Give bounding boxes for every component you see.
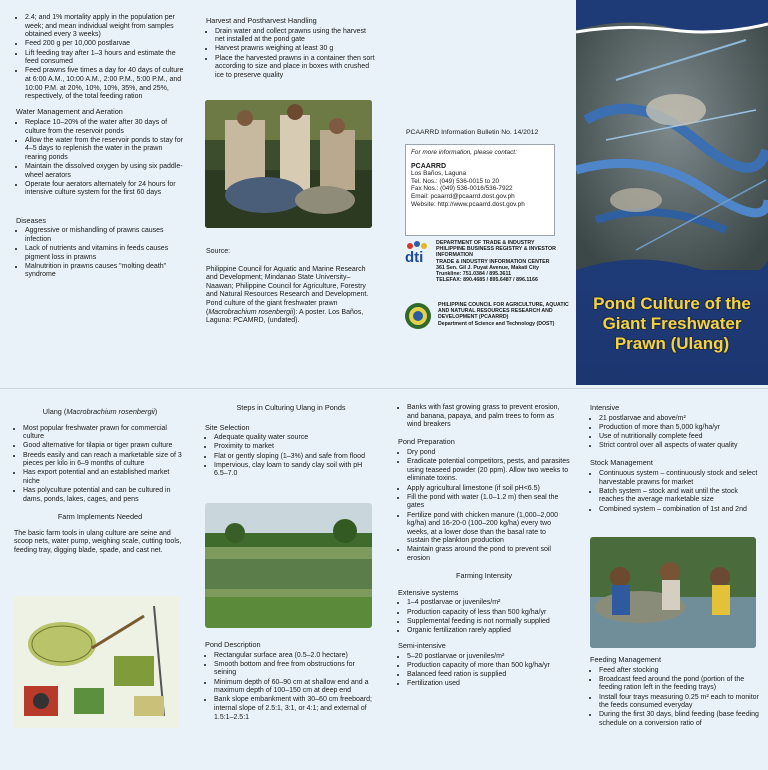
fold-divider: [0, 388, 768, 389]
pond-description-heading: Pond Description: [205, 640, 261, 649]
panel-intensive-stock: [590, 404, 762, 515]
pcaarrd-line: AND NATURAL RESOURCES RESEARCH AND: [438, 308, 553, 315]
list-item: • Adequate quality water source: [214, 434, 377, 443]
list-item: • Broadcast feed around the pond (portion of the feeding ration left in the feeding trays): [599, 676, 762, 693]
feeding-management-list: [590, 667, 762, 729]
list-item: • Lift feeding tray after 1–3 hours and estimate the feed consumed: [25, 50, 186, 67]
contact-line: Fax Nos.: (049) 536-0016/536-7922: [411, 185, 513, 193]
dti-line: TELEFAX: 890.4685 / 895.6487 / 896.1166: [436, 277, 538, 284]
list-item: • Rectangular surface area (0.5–2.0 hectare): [214, 652, 377, 661]
pond-photo: [205, 503, 372, 628]
semi-intensive-list: [398, 653, 570, 689]
dti-line: PHILIPPINE BUSINESS REGISTRY & INVESTOR INFORMATION: [436, 246, 556, 259]
cover-title-line-3: Prawn (Ulang): [614, 334, 730, 353]
list-item: • Has polyculture potential and can be cultured in dams, ponds, lakes, cages, and pens: [23, 487, 186, 504]
stock-management-list: [590, 470, 762, 514]
extensive-heading: Extensive systems: [398, 587, 459, 597]
source-species: Macrobrachium rosenbergii: [208, 308, 294, 316]
diseases-heading: Diseases: [16, 215, 47, 225]
list-item: • Batch system – stock and wait until the stock reaches the average marketable size: [599, 488, 762, 505]
pcaarrd-line: Department of Science and Technology (DOST): [438, 320, 555, 327]
list-item: • Supplemental feeding is not normally supplied: [407, 618, 570, 627]
list-item: • Most popular freshwater prawn for commercial culture: [23, 425, 186, 442]
diseases-list: [16, 227, 186, 280]
list-item: • Production capacity of more than 500 kg/ha/yr: [407, 662, 570, 671]
harvest-heading: Harvest and Postharvest Handling: [206, 16, 317, 25]
list-item: • Use of nutritionally complete feed: [599, 433, 762, 442]
list-item: • During the first 30 days, blind feeding (base feeding schedule on a conversion ratio of: [599, 711, 762, 728]
dti-line: DEPARTMENT OF TRADE & INDUSTRY: [436, 240, 535, 246]
source-label: Source:: [206, 248, 231, 255]
ulang-list: [14, 425, 186, 505]
ulang-heading: [14, 408, 186, 417]
list-item: • Fill the pond with water (1.0–1.2 m) then seal the gates: [407, 494, 570, 511]
list-item: • Fertilize pond with chicken manure (1,000–2,000 kg/ha) and 16-20-0 (100–200 kg/ha) every two weeks, at a lower dose than the basal rate to sustain the plankton production: [407, 512, 570, 546]
list-item: • 2.4; and 1% mortality apply in the population per week; and mean individual weight from samples obtained every 3 weeks): [25, 14, 186, 40]
list-item: • Maintain the dissolved oxygen by using six paddle-wheel aerators: [25, 163, 186, 180]
pond-preparation-list: [398, 449, 570, 564]
cover-title-line-2: Giant Freshwater: [602, 314, 742, 333]
list-item: • 1–4 postlarvae or juveniles/m²: [407, 599, 570, 608]
front-cover: [576, 0, 768, 385]
cover-wave-decoration: [576, 0, 768, 60]
list-item: • Production of more than 5,000 kg/ha/yr: [599, 424, 762, 433]
list-item: • Combined system – combination of 1st and 2nd: [599, 506, 762, 515]
pcaarrd-logo-block: [404, 302, 570, 330]
ulang-heading-b: ): [154, 407, 158, 416]
contact-box: [405, 144, 555, 236]
list-item: • Install four trays measuring 0.25 m² each to monitor the feeds consumed everyday: [599, 694, 762, 711]
pond-preparation-heading: Pond Preparation: [398, 437, 455, 447]
harvest-sorting-photo: [205, 100, 372, 228]
source-block: [206, 248, 376, 326]
pcaarrd-line: PHILIPPINE COUNCIL FOR AGRICULTURE, AQUATIC: [438, 302, 569, 308]
list-item: • Strict control over all aspects of water quality: [599, 442, 762, 451]
dti-address: [436, 240, 564, 283]
list-item: • Breeds easily and can reach a marketable size of 3 pieces per kilo in 6–9 months of culture: [23, 452, 186, 469]
dti-line: TRADE & INDUSTRY INFORMATION CENTER: [436, 258, 550, 265]
contact-intro: For more information, please contact:: [411, 149, 517, 156]
list-item: • Minimum depth of 60–90 cm at shallow end and a maximum depth of 100–150 cm at deep end: [214, 679, 377, 696]
contact-line: Los Baños, Laguna: [411, 170, 467, 178]
site-selection-heading: Site Selection: [205, 422, 250, 432]
harvest-workers-photo: [590, 537, 756, 648]
list-item: • 21 postlarvae and above/m²: [599, 415, 762, 424]
list-item: • Maintain grass around the pond to prevent soil erosion: [407, 546, 570, 563]
farm-tools-photo: [14, 596, 180, 728]
ulang-heading-species: Macrobrachium rosenbergii: [66, 407, 155, 416]
list-item: • Drain water and collect prawns using the harvest net installed at the pond gate: [215, 28, 376, 45]
list-item: • 5–20 postlarvae or juveniles/m²: [407, 653, 570, 662]
list-item: • Fertilization used: [407, 680, 570, 689]
cover-title-line-1: Pond Culture of the: [593, 294, 751, 313]
list-item: • Good alternative for tilapia or tiger prawn culture: [23, 442, 186, 451]
farm-implements-text: The basic farm tools in ulang culture are seine and scoop nets, water pump, weighing scale, cutting tools, feeding tray, digging blade, spade, and cast net.: [14, 529, 182, 554]
source-text-b: ): A poster. Los Baños, Laguna: PCAMRD, (undated).: [206, 308, 364, 325]
list-item: • Impervious, clay loam to sandy clay soil with pH 6.5–7.0: [214, 462, 377, 479]
panel-harvest-source: [206, 17, 376, 81]
contact-lines: [411, 170, 549, 208]
panel-feeding-water-diseases: [16, 14, 186, 281]
list-item: • Continuous system – continuously stock and select harvestable prawns for market: [599, 470, 762, 487]
list-item: • Feed prawns five times a day for 40 days of culture at 6:00 A.M., 10:00 A.M., 2:00 P.M., 5:00 P.M., and 10:00 P.M. at 20%, 10%, 10%, 35%, and 25%, respectively, of the total feeding ration: [25, 67, 186, 101]
list-item: • Smooth bottom and free from obstructions for seining: [214, 661, 377, 678]
list-item: • Organic fertilization rarely applied: [407, 627, 570, 636]
feeding-management-heading: Feeding Management: [590, 655, 661, 664]
pcaarrd-line: DEVELOPMENT (PCAARRD): [438, 314, 509, 321]
list-item: • Has export potential and an established market niche: [23, 469, 186, 486]
contact-org: PCAARRD: [411, 162, 446, 170]
panel-steps: [205, 404, 377, 480]
harvest-list: [206, 28, 376, 81]
water-management-list: [16, 119, 186, 198]
pcaarrd-name: [438, 302, 569, 327]
source-text-a: Philippine Council for Aquatic and Marine Research and Development; Mindanao State University–Naawan; Philippine Council for Agriculture, Forestry and Natural Resources Research and Development. Pond culture of the giant freshwater prawn (: [206, 265, 369, 316]
list-item: • Apply agricultural limestone (if soil pH<6.5): [407, 485, 570, 494]
list-item: • Allow the water from the reservoir ponds to stay for 4–5 days to replenish the water in the prawn rearing ponds: [25, 137, 186, 163]
contact-line: Website: http://www.pcaarrd.dost.gov.ph: [411, 200, 525, 208]
dti-line: Trunkline: 751.0384 / 895.3611: [436, 271, 512, 278]
bulletin-number: PCAARRD Information Bulletin No. 14/2012: [406, 129, 539, 136]
list-item: • Feed after stocking: [599, 667, 762, 676]
list-item: • Eradicate potential competitors, pests, and parasites using teaseed powder (20 ppm). Allow two weeks to eliminate toxins.: [407, 458, 570, 484]
list-item: • Balanced feed ration is supplied: [407, 671, 570, 680]
panel-ulang-intro: [14, 408, 186, 555]
list-item: • Proximity to market: [214, 443, 377, 452]
feeding-list: [16, 14, 186, 102]
site-selection-list: [205, 434, 377, 479]
list-item: • Bank slope embankment with 30–60 cm freeboard; internal slope of 2.5:1, 3:1, or 4:1; and external of 1.5:1–2.5:1: [214, 696, 377, 722]
farming-intensity-heading: Farming Intensity: [456, 571, 512, 581]
contact-line: Email: pcaarrd@pcaarrd.dost.gov.ph: [411, 192, 515, 200]
list-item: • Replace 10–20% of the water after 30 days of culture from the reservoir ponds: [25, 119, 186, 136]
list-item: • Operate four aerators alternately for 24 hours for intensive culture system for the first 60 days: [25, 181, 186, 198]
intensive-heading: Intensive: [590, 403, 620, 412]
farm-implements-heading: Farm Implements Needed: [57, 511, 143, 521]
list-item: • Flat or gently sloping (1–3%) and safe from flood: [214, 453, 377, 462]
contact-line: Tel. Nos.: (049) 536-0015 to 20: [411, 177, 500, 185]
ulang-heading-a: Ulang (: [42, 407, 67, 416]
source-citation: [206, 266, 376, 326]
dti-logo-text: dti: [405, 249, 424, 266]
extensive-list: [398, 599, 570, 635]
list-item: • Feed 200 g per 10,000 postlarvae: [25, 40, 186, 49]
dti-logo-block: [404, 240, 564, 283]
dti-line: 361 Sen. Gil J. Puyat Avenue, Makati City: [436, 264, 539, 271]
list-item: • Place the harvested prawns in a container then sort according to size and place in boxes with crushed ice to preserve quality: [215, 55, 376, 81]
intensive-list: [590, 415, 762, 451]
dti-logo-icon: [404, 240, 430, 268]
list-item: • Aggressive or mishandling of prawns causes infection: [25, 227, 186, 244]
pond-description-list: [205, 652, 377, 723]
steps-heading: Steps in Culturing Ulang in Ponds: [236, 403, 346, 412]
pond-description-block: [205, 641, 377, 723]
list-item: • Production capacity of less than 500 kg/ha/yr: [407, 609, 570, 618]
list-item: • Dry pond: [407, 449, 570, 458]
panel-preparation-intensity: [398, 404, 570, 690]
feeding-management-block: [590, 656, 762, 729]
cover-bottom-wave: [576, 250, 768, 290]
stock-management-heading: Stock Management: [590, 458, 653, 468]
list-item: • Malnutrition in prawns causes "molting death" syndrome: [25, 263, 186, 280]
banks-list: [398, 404, 570, 430]
cover-title: [576, 294, 768, 354]
list-item: • Banks with fast growing grass to prevent erosion, and banana, papaya, and palm trees to form as wind breakers: [407, 404, 570, 430]
semi-intensive-heading: Semi-intensive: [398, 641, 446, 651]
water-management-heading: Water Management and Aeration: [16, 107, 123, 117]
list-item: • Harvest prawns weighing at least 30 g: [215, 45, 376, 54]
list-item: • Lack of nutrients and vitamins in feeds causes pigment loss in prawns: [25, 245, 186, 262]
pcaarrd-seal-icon: [404, 302, 432, 330]
